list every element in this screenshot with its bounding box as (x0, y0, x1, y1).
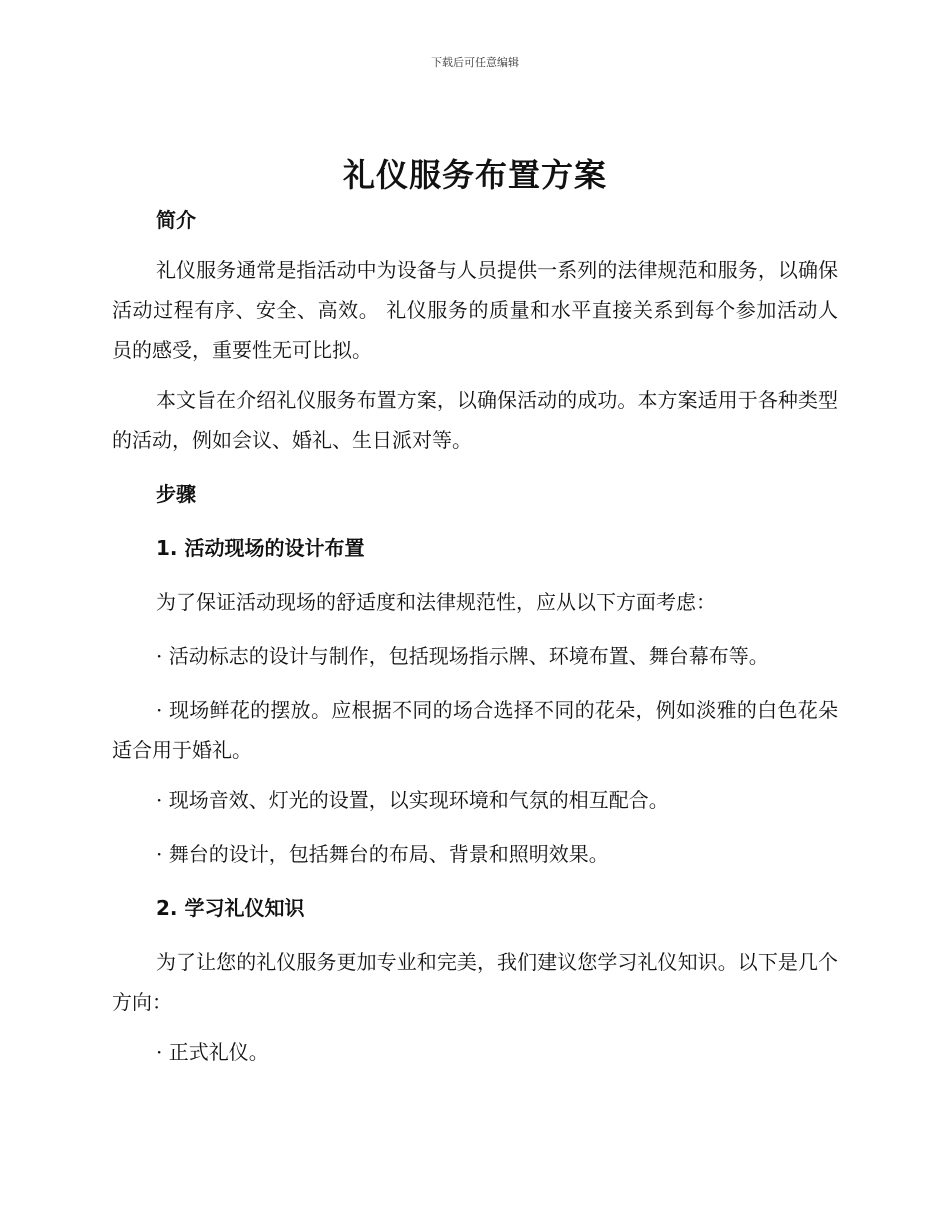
document-body (112, 200, 838, 1072)
list-item: · 舞台的设计，包括舞台的布局、背景和照明效果。 (156, 842, 609, 866)
steps-heading: 步骤 (156, 482, 196, 506)
step2-intro: 为了让您的礼仪服务更加专业和完美，我们建议您学习礼仪知识。以下是几个方向： (112, 950, 838, 1014)
list-item: · 现场音效、灯光的设置，以实现环境和气氛的相互配合。 (156, 788, 669, 812)
header-note: 下载后可任意编辑 (431, 56, 519, 69)
intro-heading: 简介 (156, 208, 196, 232)
step2-heading: 2. 学习礼仪知识 (156, 896, 305, 920)
intro-paragraph-2: 本文旨在介绍礼仪服务布置方案，以确保活动的成功。本方案适用于各种类型的活动，例如会议、婚礼、生日派对等。 (112, 388, 838, 452)
list-item: · 正式礼仪。 (156, 1040, 269, 1064)
list-item: · 现场鲜花的摆放。应根据不同的场合选择不同的花朵，例如淡雅的白色花朵适合用于婚礼。 (112, 698, 838, 762)
step1-heading: 1. 活动现场的设计布置 (156, 536, 365, 560)
document-title: 礼仪服务布置方案 (342, 156, 607, 194)
step1-intro: 为了保证活动现场的舒适度和法律规范性，应从以下方面考虑： (156, 590, 716, 614)
intro-paragraph-1: 礼仪服务通常是指活动中为设备与人员提供一系列的法律规范和服务，以确保活动过程有序、安全、高效。 礼仪服务的质量和水平直接关系到每个参加活动人员的感受，重要性无可比拟。 (112, 258, 838, 362)
list-item: · 活动标志的设计与制作，包括现场指示牌、环境布置、舞台幕布等。 (156, 644, 769, 668)
